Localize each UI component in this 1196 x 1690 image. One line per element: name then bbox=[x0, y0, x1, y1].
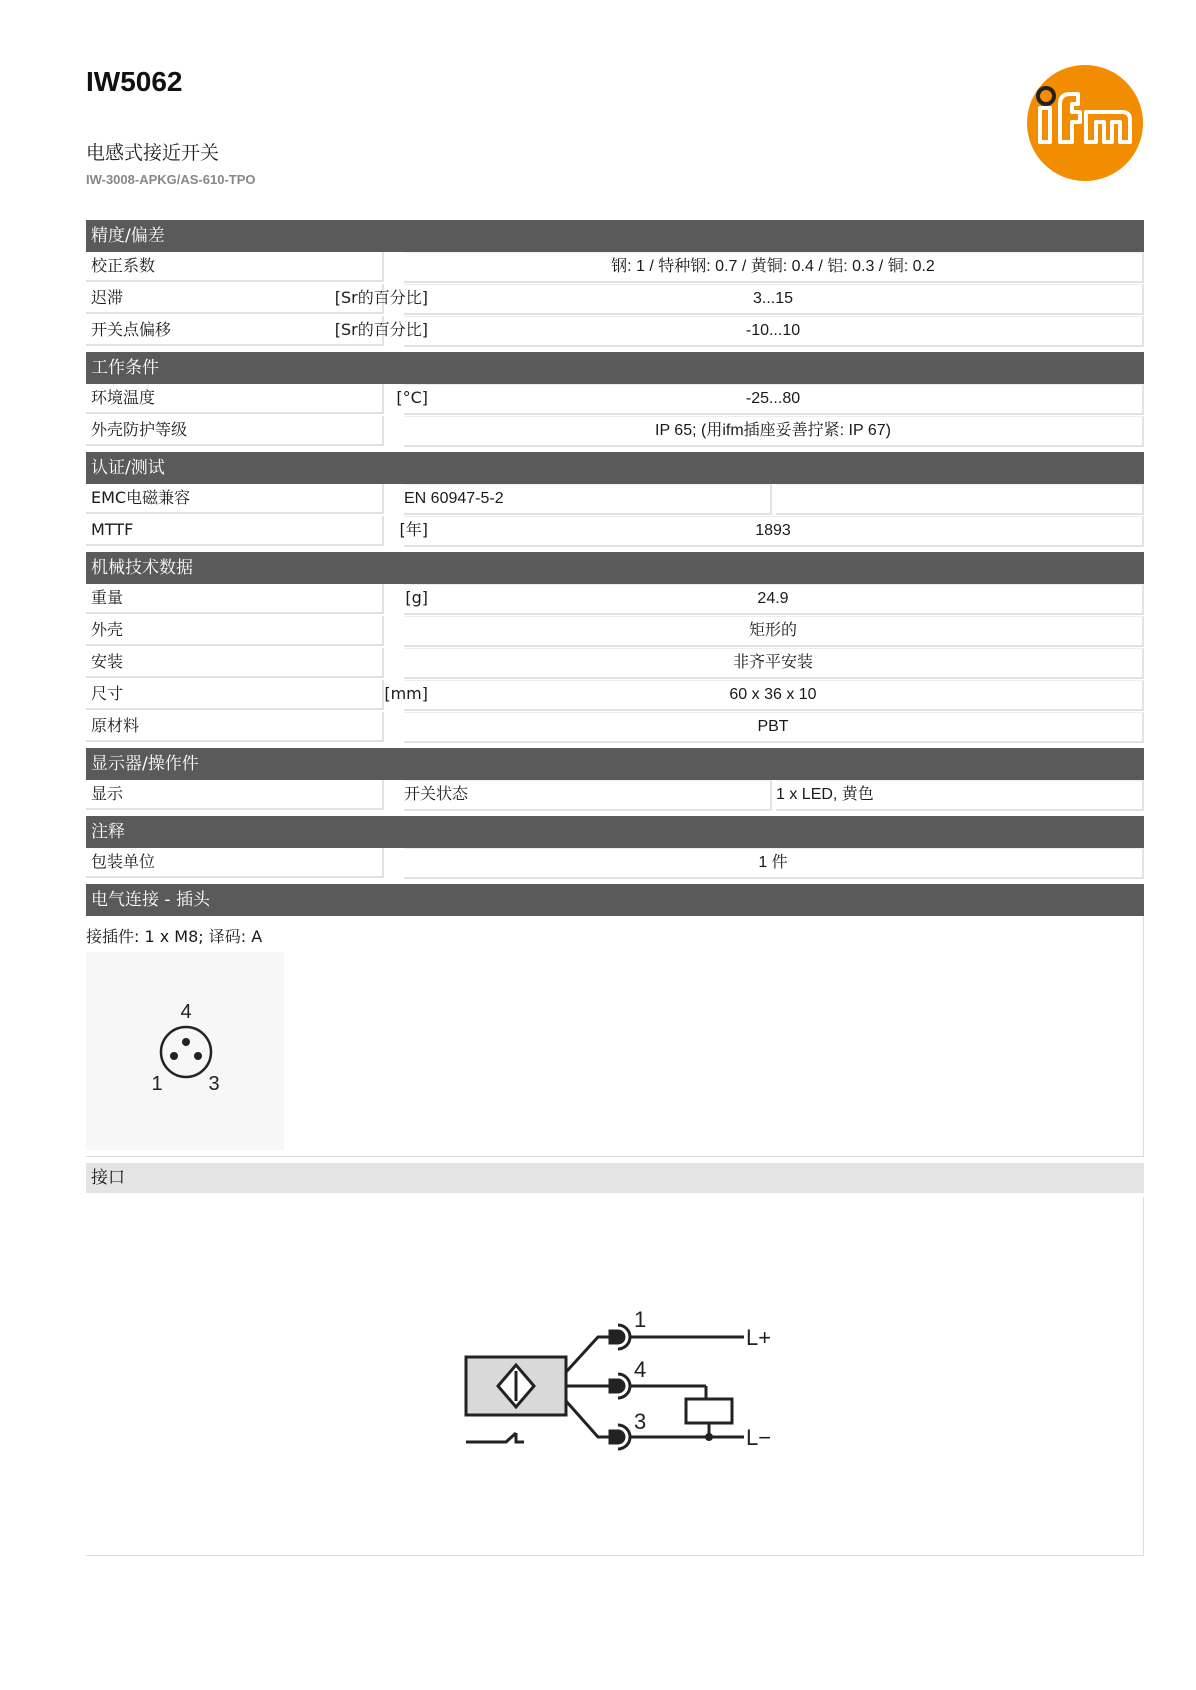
row-material bbox=[86, 712, 1144, 744]
wire-number-4: 4 bbox=[634, 1357, 647, 1382]
dims-value: 60 x 36 x 10 bbox=[404, 680, 1144, 711]
interface-box bbox=[86, 1197, 1144, 1556]
section-connection: 电气连接 - 插头 bbox=[86, 884, 1144, 916]
row-protection bbox=[86, 416, 1144, 448]
ip-label: 外壳防护等级 bbox=[91, 420, 188, 439]
row-emc bbox=[86, 484, 1144, 516]
mounting-label: 安装 bbox=[91, 652, 124, 671]
product-subtitle: 电感式接近开关 bbox=[86, 142, 220, 164]
row-switch-point-drift bbox=[86, 316, 1144, 348]
pack-label: 包装单位 bbox=[91, 852, 156, 871]
hysteresis-value: 3...15 bbox=[404, 284, 1144, 315]
section-approvals: 认证/测试 bbox=[86, 452, 1144, 484]
correction-value: 钢: 1 / 特种钢: 0.7 / 黄铜: 0.4 / 铝: 0.3 / 铜: 0.2 bbox=[404, 252, 1144, 283]
pin-label-3: 3 bbox=[208, 1073, 220, 1095]
row-mounting bbox=[86, 648, 1144, 680]
weight-unit: [g] bbox=[405, 588, 428, 607]
display-label: 显示 bbox=[91, 784, 124, 803]
ip-value: IP 65; (用ifm插座妥善拧紧: IP 67) bbox=[404, 416, 1144, 447]
drift-value: -10...10 bbox=[404, 316, 1144, 347]
temp-value: -25...80 bbox=[404, 384, 1144, 415]
drift-unit: [Sr的百分比] bbox=[334, 320, 428, 339]
wire-number-1: 1 bbox=[634, 1307, 647, 1332]
material-label: 原材料 bbox=[91, 716, 140, 735]
datasheet bbox=[86, 220, 1144, 1556]
row-correction-factor bbox=[86, 252, 1144, 284]
housing-value: 矩形的 bbox=[404, 616, 1144, 647]
hysteresis-unit: [Sr的百分比] bbox=[334, 288, 428, 307]
section-interface: 接口 bbox=[86, 1163, 1144, 1193]
row-mttf bbox=[86, 516, 1144, 548]
row-weight bbox=[86, 584, 1144, 616]
row-display bbox=[86, 780, 1144, 812]
row-packaging bbox=[86, 848, 1144, 880]
weight-label: 重量 bbox=[91, 588, 124, 607]
row-housing bbox=[86, 616, 1144, 648]
connector-text: 接插件: 1 x M8; 译码: A bbox=[86, 927, 263, 946]
connection-box bbox=[86, 916, 1144, 1157]
section-display: 显示器/操作件 bbox=[86, 748, 1144, 780]
housing-label: 外壳 bbox=[91, 620, 124, 639]
wiring-diagram bbox=[458, 1297, 798, 1457]
display-value: 1 x LED, 黄色 bbox=[776, 780, 1144, 811]
wire-number-3: 3 bbox=[634, 1409, 647, 1434]
mounting-value: 非齐平安装 bbox=[404, 648, 1144, 679]
temp-unit: [°C] bbox=[396, 388, 428, 407]
section-notes: 注释 bbox=[86, 816, 1144, 848]
row-dimensions bbox=[86, 680, 1144, 712]
mttf-label: MTTF bbox=[91, 520, 134, 539]
mttf-value: 1893 bbox=[404, 516, 1144, 547]
pin-label-1: 1 bbox=[151, 1073, 163, 1095]
dims-label: 尺寸 bbox=[91, 684, 124, 703]
weight-value: 24.9 bbox=[404, 584, 1144, 615]
row-ambient-temp bbox=[86, 384, 1144, 416]
ifm-logo bbox=[1026, 64, 1144, 182]
temp-label: 环境温度 bbox=[91, 388, 156, 407]
dims-unit: [mm] bbox=[384, 684, 428, 703]
section-mechanical: 机械技术数据 bbox=[86, 552, 1144, 584]
section-operating: 工作条件 bbox=[86, 352, 1144, 384]
emc-value: EN 60947-5-2 bbox=[404, 484, 772, 515]
emc-label: EMC电磁兼容 bbox=[91, 488, 191, 507]
pin-label-4: 4 bbox=[180, 1001, 192, 1023]
terminal-l-plus: L+ bbox=[746, 1325, 772, 1350]
connector-pinout bbox=[86, 952, 284, 1150]
emc-empty-cell bbox=[776, 484, 1144, 515]
hysteresis-label: 迟滞 bbox=[91, 288, 124, 307]
pinout-diagram bbox=[86, 952, 284, 1150]
drift-label: 开关点偏移 bbox=[91, 320, 172, 339]
material-value: PBT bbox=[404, 712, 1144, 743]
mttf-unit: [年] bbox=[399, 520, 428, 539]
display-sub: 开关状态 bbox=[404, 780, 772, 811]
row-hysteresis bbox=[86, 284, 1144, 316]
section-accuracy: 精度/偏差 bbox=[86, 220, 1144, 252]
product-code: IW5062 bbox=[86, 66, 183, 97]
pack-value: 1 件 bbox=[404, 848, 1144, 879]
article-code: IW-3008-APKG/AS-610-TPO bbox=[86, 172, 256, 187]
terminal-l-minus: L− bbox=[746, 1425, 772, 1450]
correction-label: 校正系数 bbox=[91, 256, 156, 275]
